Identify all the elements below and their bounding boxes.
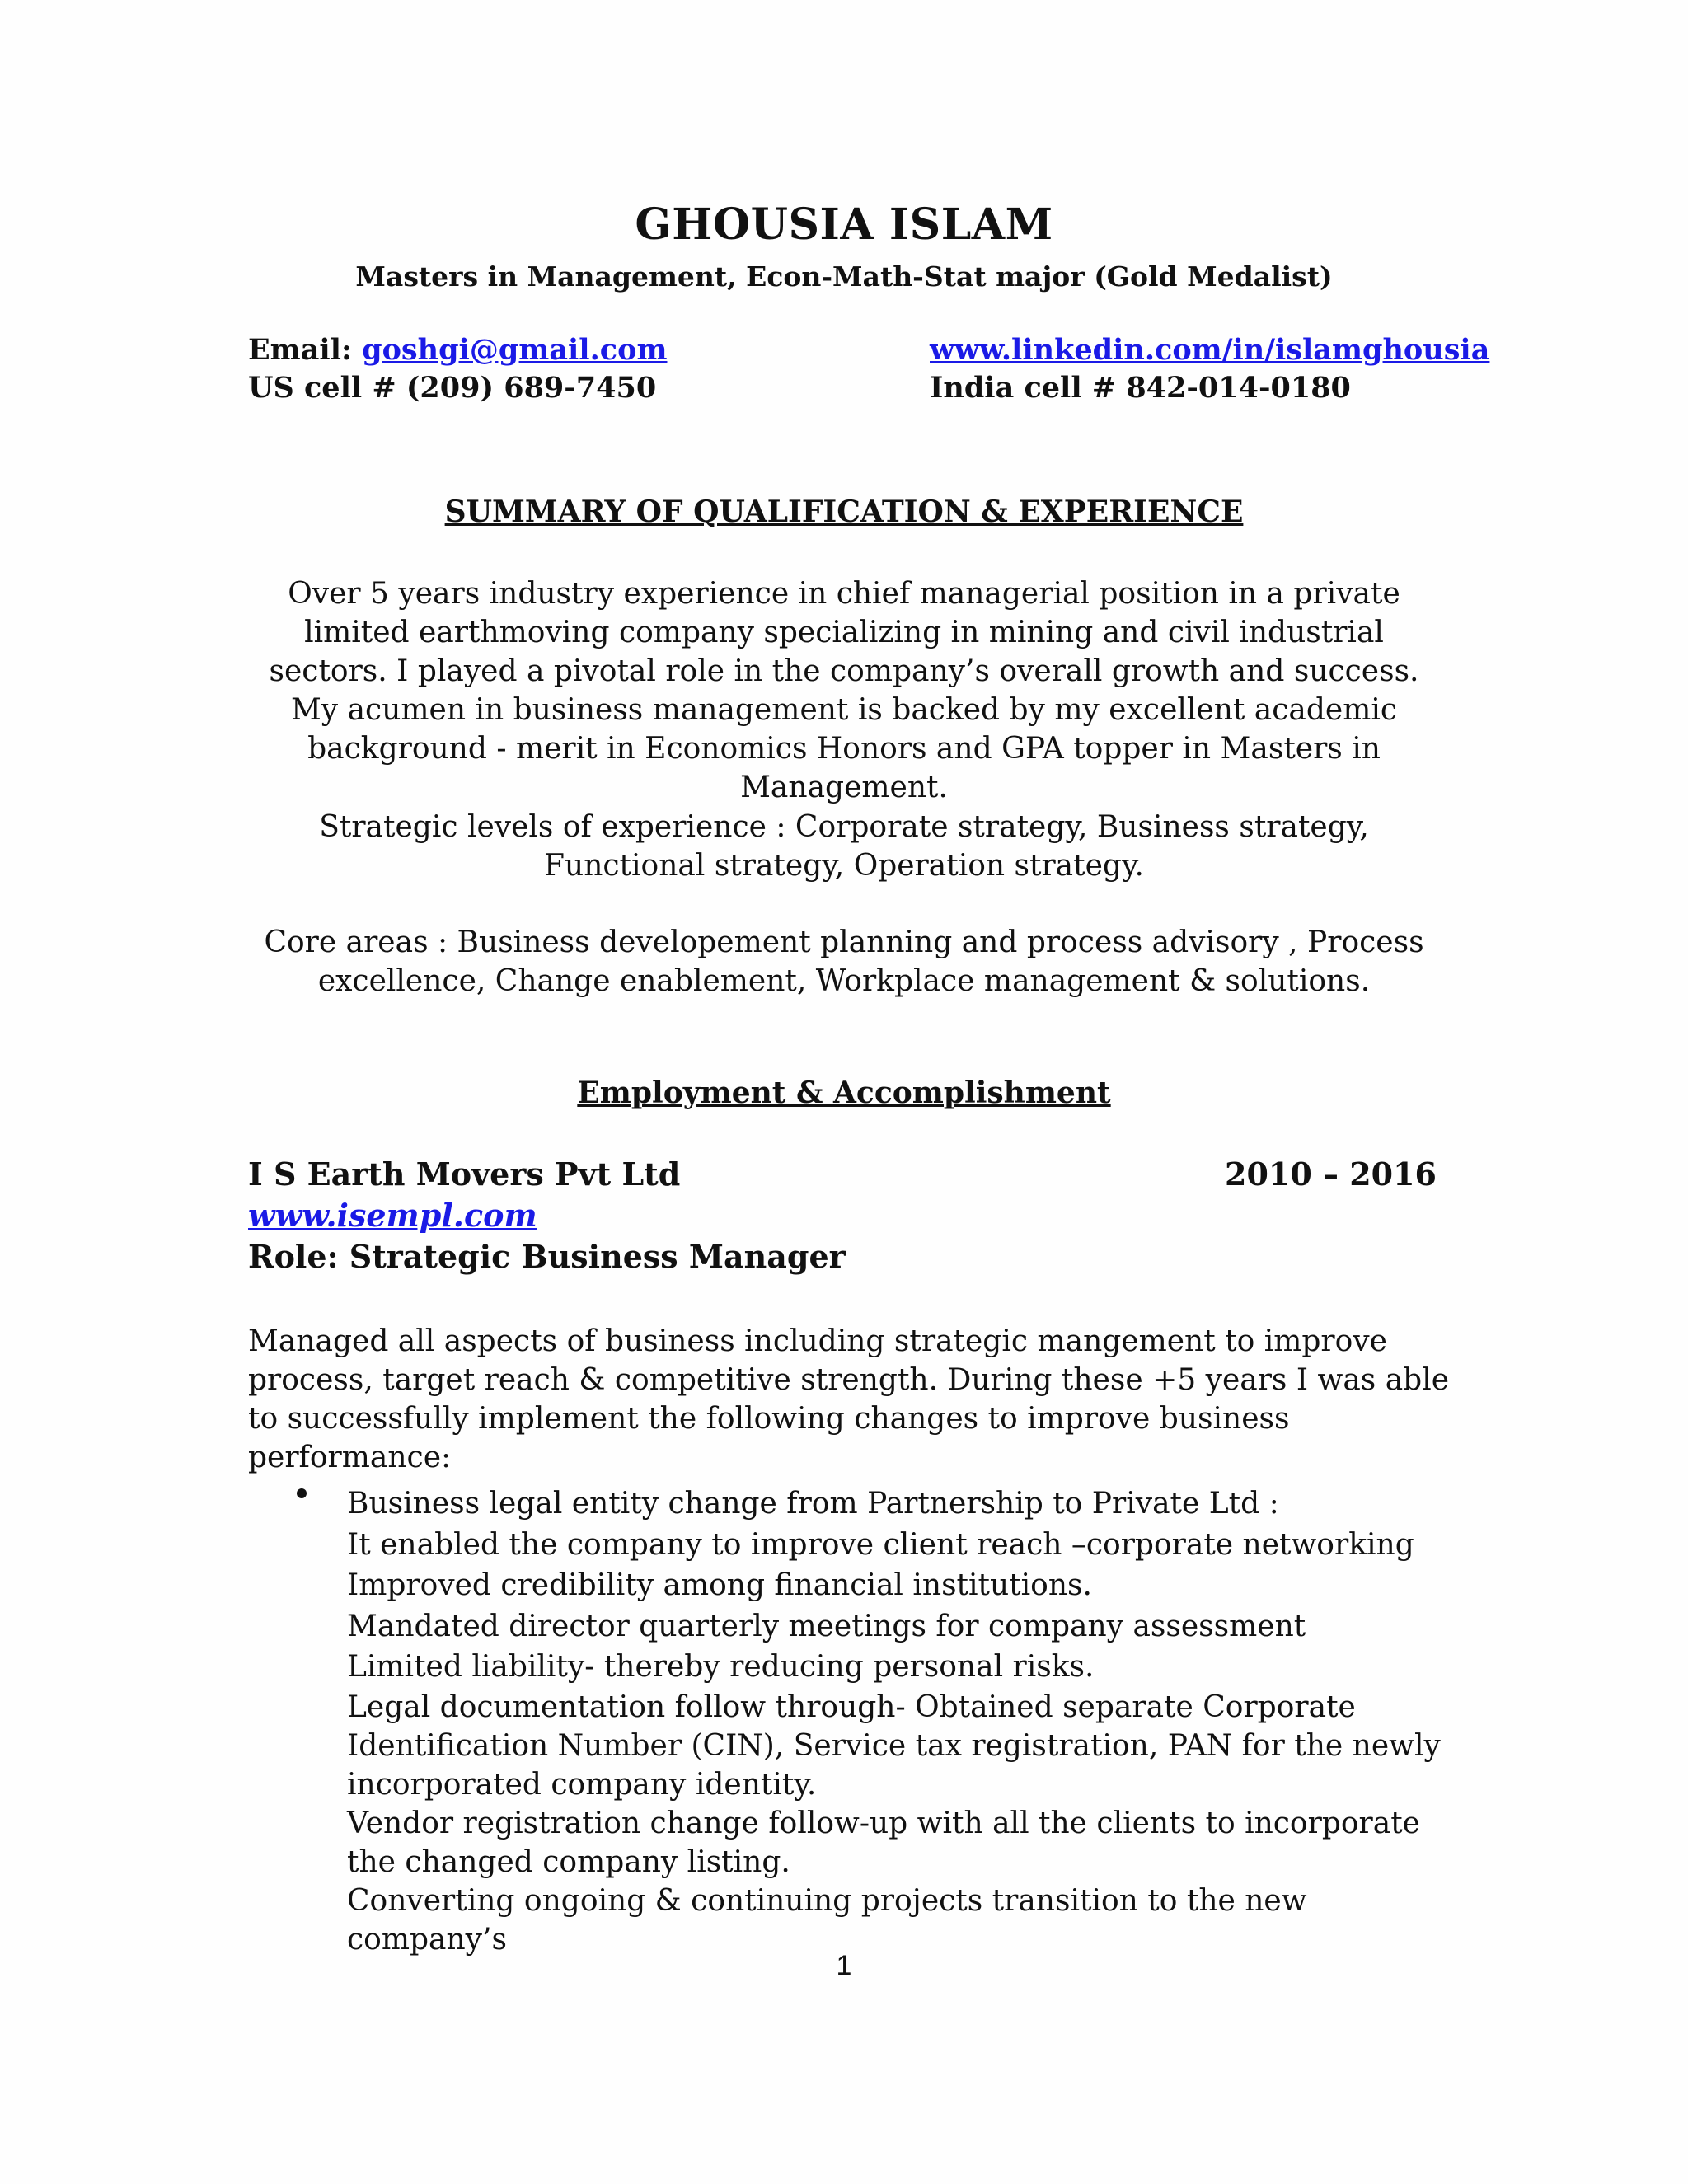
list-item: It enabled the company to improve client reach –corporate networking xyxy=(347,1527,1414,1562)
employment-years: 2010 – 2016 xyxy=(1225,1155,1437,1193)
employment-heading: Employment & Accomplishment xyxy=(577,1076,1111,1110)
job-role: Role: Strategic Business Manager xyxy=(248,1238,846,1275)
list-item: Vendor registration change follow-up with all the clients to incorporate the changed company listing. xyxy=(347,1806,1420,1879)
india-cell: India cell # 842-014-0180 xyxy=(930,371,1351,405)
email-link[interactable]: goshgi@gmail.com xyxy=(362,333,668,367)
accomplishment-list xyxy=(347,1483,1468,1959)
us-cell: US cell # (209) 689-7450 xyxy=(248,371,657,405)
list-item: Improved credibility among financial institutions. xyxy=(347,1568,1092,1602)
list-item: Mandated director quarterly meetings for company assessment xyxy=(347,1609,1306,1643)
email-label: Email: xyxy=(248,333,352,367)
summary-paragraph-1: Over 5 years industry experience in chief managerial position in a private limited earthmoving company specializing in mining and civil industrial sectors. I played a pivotal role in the company’s overall growth and success. My acumen in business management is backed by my excellent academic background - merit in Economics Honors and GPA topper in Masters in Management. xyxy=(269,577,1419,804)
summary-paragraph-2: Strategic levels of experience : Corporate strategy, Business strategy, Functional strategy, Operation strategy. xyxy=(319,810,1369,883)
candidate-subtitle: Masters in Management, Econ-Math-Stat major (Gold Medalist) xyxy=(355,260,1333,293)
email-line xyxy=(248,333,667,367)
job-description: Managed all aspects of business including strategic mangement to improve process, target reach & competitive strength. During these +5 years I was able to successfully implement the following changes to improve business performance: xyxy=(248,1324,1450,1474)
company-name: I S Earth Movers Pvt Ltd xyxy=(248,1155,681,1193)
list-item: Converting ongoing & continuing projects transition to the new company’s xyxy=(347,1883,1307,1957)
list-item: Business legal entity change from Partnership to Private Ltd : xyxy=(347,1487,1279,1521)
linkedin-link[interactable]: www.linkedin.com/in/islamghousia xyxy=(930,333,1490,367)
bullet-marker xyxy=(297,1488,307,1498)
summary-paragraph-3: Core areas : Business developement planning and process advisory , Process excellence, Change enablement, Workplace management & solutions. xyxy=(264,926,1424,998)
candidate-name: GHOUSIA ISLAM xyxy=(635,199,1053,250)
company-website-link[interactable]: www.isempl.com xyxy=(248,1197,537,1234)
page-number: 1 xyxy=(836,1950,852,1981)
list-item: Limited liability- thereby reducing personal risks. xyxy=(347,1650,1095,1684)
list-item: Legal documentation follow through- Obtained separate Corporate Identification Number (CIN), Service tax registration, PAN for the newly incorporated company identity. xyxy=(347,1690,1441,1802)
summary-heading: SUMMARY OF QUALIFICATION & EXPERIENCE xyxy=(444,494,1244,529)
linkedin-line xyxy=(930,333,1489,367)
